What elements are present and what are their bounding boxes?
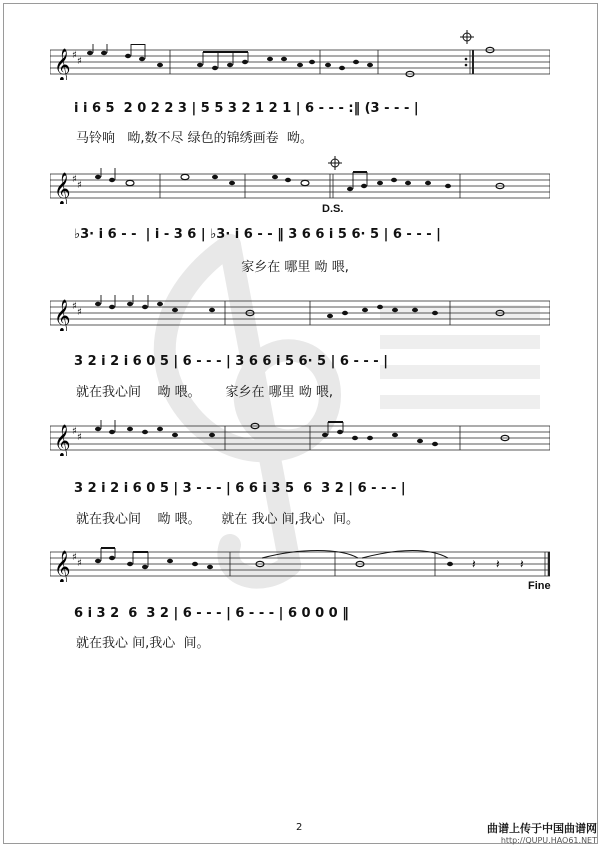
lyric-line-4: 就在我心间 呦 喂。 就在 我心 间,我心 间。 — [76, 512, 359, 527]
upload-notice: 曲谱上传于中国曲谱网 — [487, 822, 597, 835]
svg-text:♯: ♯ — [77, 180, 82, 191]
svg-text:♯: ♯ — [72, 552, 77, 563]
lyric-line-5: 就在我心 间,我心 间。 — [76, 636, 210, 651]
svg-text:𝄽: 𝄽 — [496, 557, 500, 571]
footer-credit — [487, 820, 597, 845]
svg-text:𝄞: 𝄞 — [54, 172, 71, 204]
svg-text:𝄽: 𝄽 — [472, 557, 476, 571]
page-number: 2 — [296, 822, 303, 833]
fine-marking: Fine — [528, 580, 551, 592]
svg-text:♯: ♯ — [72, 50, 77, 61]
staff-system-2 — [50, 168, 550, 204]
svg-text:𝄞: 𝄞 — [54, 550, 71, 582]
staff-system-4 — [50, 420, 550, 456]
jianpu-line-5: 6 i 3 2 6 3 2 | 6 - - - | 6 - - - | 6 0 0 0 ‖ — [74, 606, 349, 621]
svg-text:♯: ♯ — [72, 301, 77, 312]
staff-system-3 — [50, 295, 550, 331]
coda-icon — [460, 30, 474, 44]
svg-text:𝄞: 𝄞 — [54, 299, 71, 331]
site-url: http://QUPU.HAO61.NET — [500, 836, 597, 845]
svg-text:♯: ♯ — [72, 174, 77, 185]
jianpu-line-4: 3 2 i 2 i 6 0 5 | 3 - - - | 6 6 i 3 5 6 3 2 | 6 - - - | — [74, 481, 406, 496]
staff-system-5 — [50, 546, 550, 582]
coda-icon-2 — [328, 156, 342, 170]
svg-text:𝄞: 𝄞 — [54, 424, 71, 456]
svg-text:♯: ♯ — [77, 307, 82, 318]
ds-marking: D.S. — [322, 203, 344, 215]
jianpu-line-1: i i 6 5 2 0 2 2 3 | 5 5 3 2 1 2 1 | 6 - - - :‖ (3 - - - | — [74, 101, 419, 116]
jianpu-line-3: 3 2 i 2 i 6 0 5 | 6 - - - | 3 6 6 i 5 6· 5 | 6 - - - | — [74, 354, 388, 369]
lyric-line-3: 就在我心间 呦 喂。 家乡在 哪里 呦 喂, — [76, 385, 333, 400]
jianpu-line-2: ♭3· i 6 - - | i - 3 6 | ♭3· i 6 - - ‖ 3 6 6 i 5 6· 5 | 6 - - - | — [74, 227, 441, 242]
svg-text:𝄽: 𝄽 — [520, 557, 524, 571]
lyric-line-1: 马铃响 呦,数不尽 绿色的锦绣画卷 呦。 — [76, 131, 313, 146]
svg-text:♯: ♯ — [77, 432, 82, 443]
svg-text:♯: ♯ — [72, 426, 77, 437]
staff-system-1 — [50, 44, 550, 80]
svg-text:♯: ♯ — [77, 56, 82, 67]
treble-clef-watermark — [80, 225, 550, 595]
lyric-line-2: 家乡在 哪里 呦 喂, — [76, 260, 349, 275]
treble-clef-icon: 𝄞 — [54, 48, 71, 80]
svg-text:♯: ♯ — [77, 558, 82, 569]
